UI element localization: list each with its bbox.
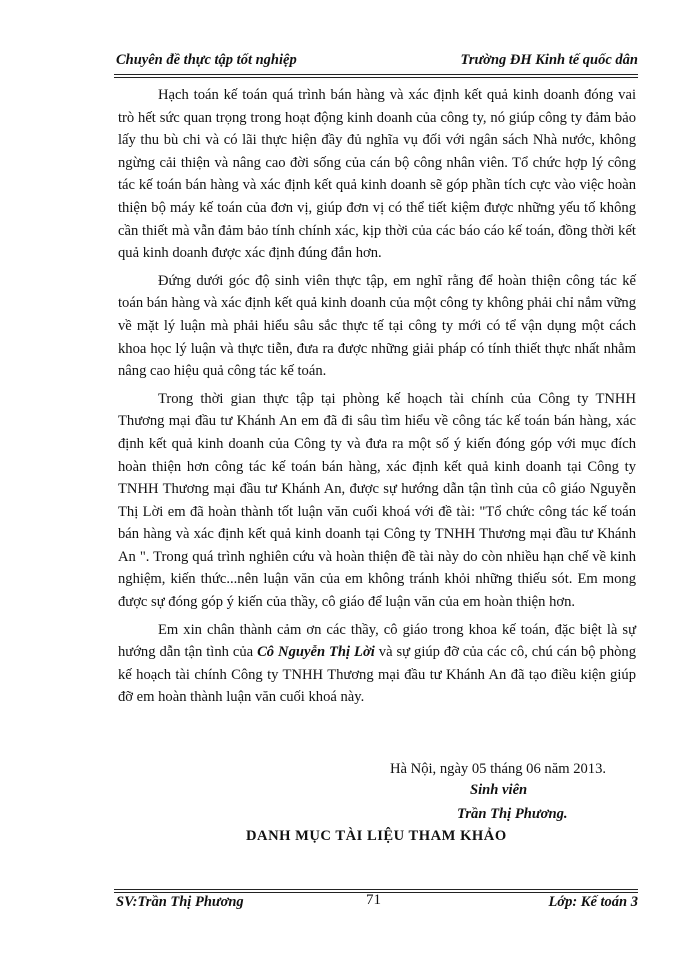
footer-student: SV:Trần Thị Phương	[116, 894, 244, 910]
page-number: 71	[366, 892, 381, 908]
advisor-name: Cô Nguyễn Thị Lời	[257, 644, 375, 661]
signature-title: Sinh viên	[470, 782, 528, 798]
header-rule	[114, 74, 638, 75]
paragraph-2: Đứng dưới góc độ sinh viên thực tập, em nghĩ rằng để hoàn thiện công tác kế toán bán hàng và xác định kết quả kinh doanh của một công ty không phải chỉ nắm vững về mặt lý luận mà phải hiểu sâu sắc thực tế tại công ty mới có tể vận dụng một cách khoa học lý luận và thực tiễn, đưa ra được những giải pháp có tính thiết thực nhất nhằm nâng cao hiệu quả công tác kế toán.	[118, 272, 636, 380]
paragraph-4-rest: và sự giúp đỡ của các cô, chú cán bộ phòng kế hoạch tài chính Công ty TNHH Thương mại đầu tư Khánh An đã tạo điều kiện giúp đỡ em hoàn thành luận văn cuối khoá này.	[118, 644, 637, 706]
footer-class: Lớp: Kế toán 3	[548, 894, 638, 910]
header-left-title: Chuyên đề thực tập tốt nghiệp	[116, 52, 297, 68]
paragraph-3: Trong thời gian thực tập tại phòng kế hoạch tài chính của Công ty TNHH Thương mại đầu tư Khánh An em đã đi sâu tìm hiểu về công tác kế toán bán hàng, xác định kết quả kinh doanh của Công ty và đưa ra một số ý kiến đóng góp với mục đích hoàn thiện hơn công tác kế toán bán hàng, xác định kết quả kinh doanh tại Công ty TNHH Thương mại đầu tư Khánh An, được sự hướng dẫn tận tình của cô giáo Nguyễn Thị Lời em đã hoàn thành tốt luận văn cuối khoá với đề tài: "Tổ chức công tác kế toán bán hàng và xác định kết quả kinh doanh tại Công ty TNHH Thương mại đầu tư Khánh An ". Trong quá trình nghiên cứu và hoàn thiện đề tài này do còn nhiều hạn chế về kinh nghiệm, kiến thức...nên luận văn của em không tránh khỏi những thiếu sót. Em mong được sự đóng góp ý kiến của thầy, cô giáo để luận văn của em hoàn thiện hơn.	[118, 390, 636, 611]
header-rule-thin	[114, 77, 638, 78]
page-footer	[116, 894, 638, 914]
document-body	[118, 84, 636, 709]
paragraph-4-intro: Em xin chân thành cảm ơn các thầy, cô giáo trong khoa kế toán, đặc biệt là sự hướng dẫn tận tình của	[118, 621, 636, 661]
paragraph-4	[118, 619, 636, 709]
signature-date: Hà Nội, ngày 05 tháng 06 năm 2013.	[390, 761, 607, 777]
paragraph-1: Hạch toán kế toán quá trình bán hàng và xác định kết quả kinh doanh đóng vai trò hết sức quan trọng trong hoạt động kinh doanh của công ty, nó giúp công ty đảm bảo lấy thu bù chi và có lãi thực hiện đầy đủ nghĩa vụ đối với ngân sách Nhà nước, không ngừng cải thiện và nâng cao đời sống của cán bộ công nhân viên. Tổ chức hợp lý công tác kế toán bán hàng và xác định kết quả kinh doanh sẽ góp phần tích cực vào việc hoàn thiện bộ máy kế toán của đơn vị, giúp đơn vị có thể tiết kiệm được những yếu tố không cần thiết mà vẫn đảm bảo tính chính xác, kịp thời của các báo cáo kế toán, đồng thời kết quả kinh doanh được xác định đúng đắn hơn.	[118, 87, 636, 262]
signature-name: Trần Thị Phương.	[457, 806, 568, 822]
header-right-title: Trường ĐH Kinh tế quốc dân	[460, 52, 638, 68]
footer-rule-thin	[114, 889, 638, 890]
references-heading: DANH MỤC TÀI LIỆU THAM KHẢO	[246, 828, 507, 844]
page-header	[116, 52, 638, 72]
